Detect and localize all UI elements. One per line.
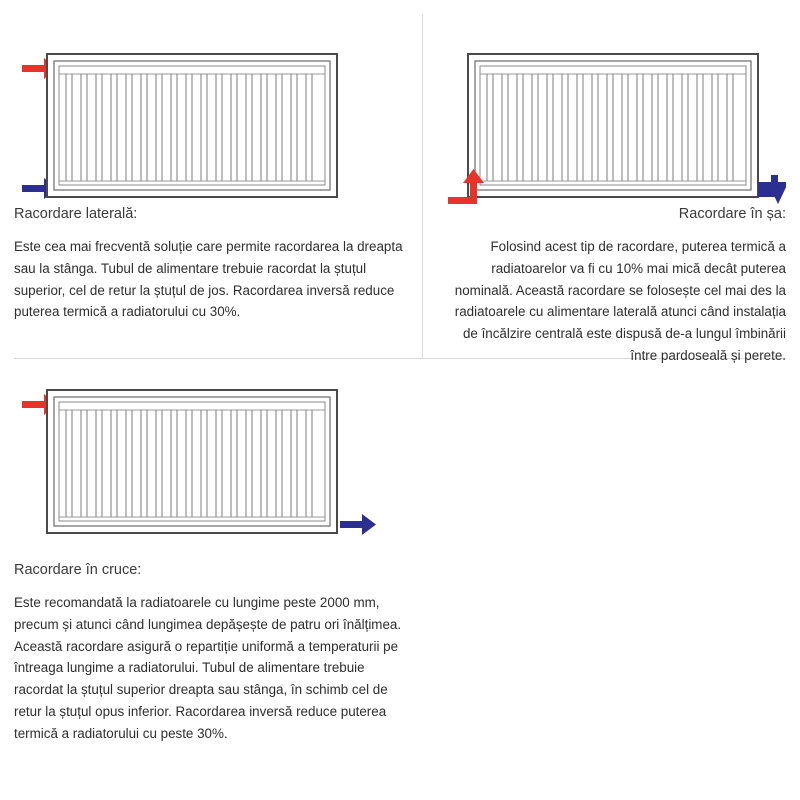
vertical-divider <box>422 14 423 358</box>
figure-cross <box>14 370 406 744</box>
radiator-diagram-cross <box>14 370 406 560</box>
radiator-diagram-lateral <box>14 14 406 204</box>
figure-saddle <box>440 14 786 367</box>
radiator-diagram-saddle <box>440 14 786 204</box>
caption-body-lateral: Este cea mai frecventă soluție care permite racordarea la dreapta sau la stânga. Tubul de alimentare trebuie racordat la ștuțul superior, cel de retur la ștuțul de jos. Racordarea inversă reduce puterea termică a radiatorului cu 30%. <box>14 239 403 320</box>
arrow-return-blue-icon <box>340 514 376 535</box>
radiator-svg-saddle <box>440 14 786 204</box>
radiator-svg-cross <box>14 370 394 560</box>
radiator-body <box>47 54 337 197</box>
arrow-return-blue-elbow-icon <box>758 175 786 204</box>
caption-body-cross: Este recomandată la radiatoarele cu lungime peste 2000 mm, precum și atunci când lungimea depășește de patru ori înălțimea. Această racordare asigură o repartiție uniformă a temperaturii pe întreaga lungime a radiatorului. Tubul de alimentare trebuie racordat la ștuțul superior dreapta sau stânga, în schimb cel de retur la ștuțul opus inferior. Racordarea inversă reduce puterea termică a radiatorului cu peste 30%. <box>14 595 402 741</box>
radiator-body <box>468 54 758 197</box>
caption-title-lateral: Racordare laterală: <box>14 206 138 222</box>
radiator-svg-lateral <box>14 14 394 204</box>
caption-title-cross: Racordare în cruce: <box>14 562 142 578</box>
caption-body-saddle: Folosind acest tip de racordare, puterea termică a radiatoarelor va fi cu 10% mai mică decât puterea nominală. Această racordare se folosește cel mai des la radiatoarele cu alimentare laterală atunci când instalația de încălzire centrală este dispusă de-a lungul îmbinării între pardoseală și perete. <box>454 239 786 363</box>
caption-title-saddle: Racordare în șa: <box>678 206 786 222</box>
radiator-body <box>47 390 337 533</box>
figure-lateral <box>14 14 406 323</box>
